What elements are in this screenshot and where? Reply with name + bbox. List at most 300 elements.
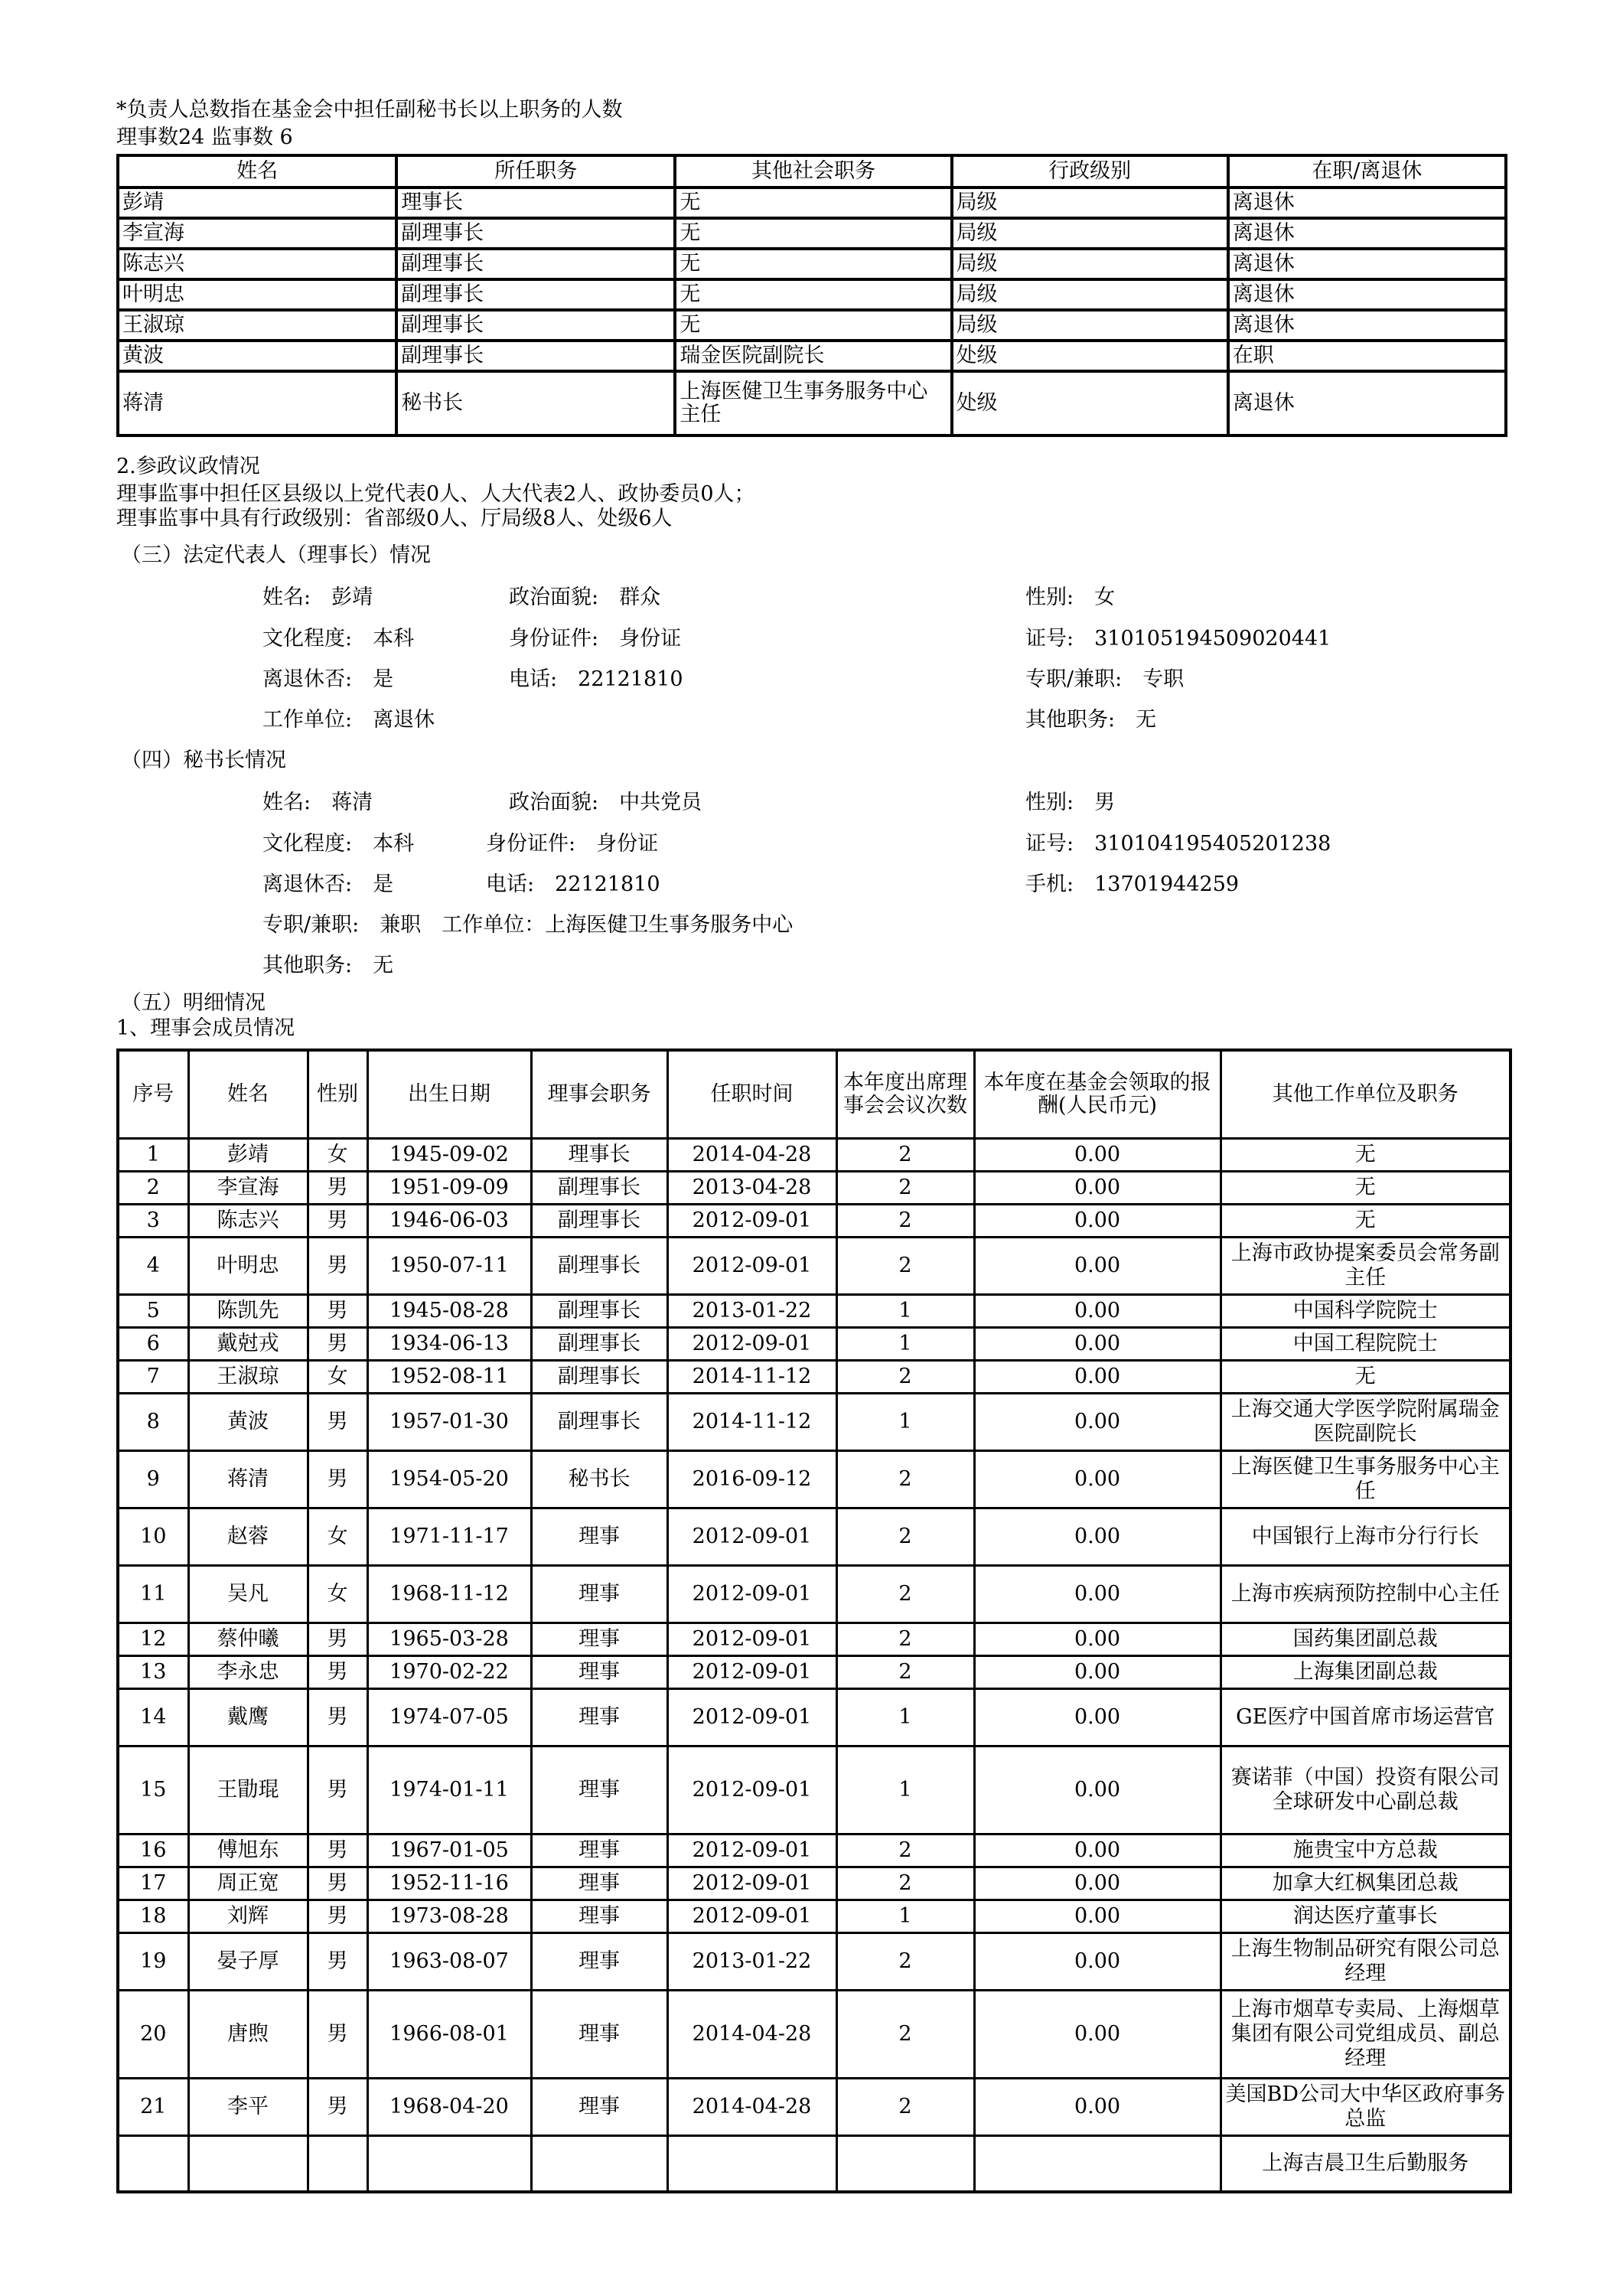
board-cell: 16 [118,1835,188,1867]
board-cell: 理事 [531,1867,667,1900]
board-cell: 美国BD公司大中华区政府事务总监 [1221,2079,1511,2136]
board-cell: 1974-01-11 [367,1746,531,1835]
board-cell: 周正宽 [188,1867,308,1900]
board-cell: 1 [836,1295,974,1328]
board-cell: 男 [308,1867,367,1900]
board-cell: 1951-09-09 [367,1172,531,1205]
board-table-row [118,1328,1511,1361]
board-cell: 蔡仲曦 [188,1623,308,1656]
legal-rep-workplace: 工作单位: 离退休 [262,708,435,732]
board-cell: 2 [836,1361,974,1394]
board-cell: 男 [308,1900,367,1933]
board-cell: 0.00 [974,1900,1221,1933]
board-cell: 男 [308,2079,367,2136]
leaders-cell: 蒋清 [118,371,396,435]
board-table-row [118,1656,1511,1689]
leaders-cell: 离退休 [1228,371,1506,435]
board-cell: 12 [118,1623,188,1656]
board-cell: 1 [836,1900,974,1933]
board-header-cell: 出生日期 [367,1050,531,1139]
political-line-1: 理事监事中担任区县级以上党代表0人、人大代表2人、政协委员0人； [116,482,755,506]
board-cell [367,2136,531,2193]
board-cell: 男 [308,1172,367,1205]
board-cell: 17 [118,1867,188,1900]
board-cell: 1954-05-20 [367,1451,531,1508]
leaders-cell: 离退休 [1228,188,1506,218]
board-cell: 2012-09-01 [667,1656,836,1689]
board-cell: 傅旭东 [188,1835,308,1867]
leaders-table [116,154,1507,437]
board-cell: 2012-09-01 [667,1689,836,1746]
board-cell: 2 [836,1205,974,1238]
board-cell: 1968-04-20 [367,2079,531,2136]
secretary-name: 姓名: 蒋清 [262,791,373,814]
board-cell: 2 [836,1508,974,1566]
secretary-mobile: 手机: 13701944259 [1025,872,1240,896]
board-cell: 赛诺菲（中国）投资有限公司全球研发中心副总裁 [1221,1746,1511,1835]
board-cell: 1 [836,1746,974,1835]
board-cell: 2 [836,1656,974,1689]
secretary-fulltime-workplace: 专职/兼职: 兼职 工作单位：上海医健卫生事务服务中心 [262,913,794,937]
board-cell: 2014-11-12 [667,1394,836,1451]
board-cell: 0.00 [974,1205,1221,1238]
board-cell: 2 [836,1867,974,1900]
board-cell: 2014-04-28 [667,1139,836,1172]
board-table-row [118,1361,1511,1394]
note-line-1: *负责人总数指在基金会中担任副秘书长以上职务的人数 [116,98,623,122]
board-cell: 副理事长 [531,1361,667,1394]
board-members-table [116,1049,1512,2193]
board-cell: 2012-09-01 [667,1328,836,1361]
board-cell: 男 [308,1933,367,1991]
board-cell: 理事 [531,1689,667,1746]
legal-rep-title: （三）法定代表人（理事长）情况 [121,543,431,567]
board-cell: 无 [1221,1361,1511,1394]
secretary-party: 政治面貌: 中共党员 [509,791,702,814]
board-cell: 蒋清 [188,1451,308,1508]
board-cell: 1974-07-05 [367,1689,531,1746]
board-cell: 1971-11-17 [367,1508,531,1566]
board-cell: 男 [308,1835,367,1867]
board-cell: 1 [836,1394,974,1451]
leaders-cell: 离退休 [1228,249,1506,279]
board-cell: 2013-01-22 [667,1295,836,1328]
board-cell: 15 [118,1746,188,1835]
legal-rep-retired: 离退休否: 是 [262,667,394,691]
board-cell: 1963-08-07 [367,1933,531,1991]
board-cell: 14 [118,1689,188,1746]
board-cell: 女 [308,1508,367,1566]
board-table-row [118,1394,1511,1451]
board-cell: 1966-08-01 [367,1991,531,2079]
board-cell: 黄波 [188,1394,308,1451]
board-table-row [118,1900,1511,1933]
board-table-row [118,1508,1511,1566]
board-cell: 0.00 [974,1835,1221,1867]
leaders-cell: 秘书长 [396,371,675,435]
leaders-cell: 叶明忠 [118,279,396,310]
board-table-row [118,1746,1511,1835]
board-cell: 2014-04-28 [667,2079,836,2136]
board-cell: GE医疗中国首席市场运营官 [1221,1689,1511,1746]
board-cell: 李永忠 [188,1656,308,1689]
legal-rep-education: 文化程度: 本科 [262,627,415,651]
board-cell: 9 [118,1451,188,1508]
board-cell: 4 [118,1238,188,1295]
board-cell: 理事 [531,1933,667,1991]
board-cell: 润达医疗董事长 [1221,1900,1511,1933]
board-cell: 0.00 [974,1139,1221,1172]
board-cell: 无 [1221,1205,1511,1238]
leaders-cell: 处级 [952,371,1228,435]
secretary-id-type: 身份证件: 身份证 [486,832,659,856]
board-cell: 2013-04-28 [667,1172,836,1205]
leaders-table-header [118,155,1506,188]
board-cell: 2016-09-12 [667,1451,836,1508]
board-cell: 0.00 [974,1746,1221,1835]
board-cell: 男 [308,1656,367,1689]
board-cell: 副理事长 [531,1394,667,1451]
board-cell: 理事 [531,1508,667,1566]
leaders-header-cell: 在职/离退休 [1228,155,1506,188]
leaders-cell: 局级 [952,310,1228,341]
political-line-2: 理事监事中具有行政级别：省部级0人、厅局级8人、处级6人 [116,507,673,530]
board-cell: 8 [118,1394,188,1451]
legal-rep-gender: 性别: 女 [1025,585,1116,609]
leaders-table-row [118,371,1506,435]
board-cell: 唐煦 [188,1991,308,2079]
board-cell: 2012-09-01 [667,1623,836,1656]
leaders-cell: 副理事长 [396,218,675,249]
board-table-header [118,1050,1511,1139]
board-cell: 0.00 [974,1656,1221,1689]
board-cell: 2012-09-01 [667,1835,836,1867]
board-cell: 0.00 [974,1172,1221,1205]
board-cell: 王淑琼 [188,1361,308,1394]
leaders-cell: 副理事长 [396,341,675,371]
board-cell: 0.00 [974,2079,1221,2136]
board-cell: 2 [836,1238,974,1295]
board-cell: 理事 [531,1656,667,1689]
board-cell: 5 [118,1295,188,1328]
secretary-title: （四）秘书长情况 [121,748,286,772]
board-cell: 7 [118,1361,188,1394]
board-cell: 2 [836,1139,974,1172]
board-cell: 1952-08-11 [367,1361,531,1394]
board-cell: 1 [836,1689,974,1746]
board-cell: 理事长 [531,1139,667,1172]
board-cell: 20 [118,1991,188,2079]
leaders-cell: 无 [675,310,951,341]
board-cell: 理事 [531,1835,667,1867]
leaders-cell: 副理事长 [396,310,675,341]
leaders-cell: 彭靖 [118,188,396,218]
details-title: （五）明细情况 [121,991,266,1015]
board-cell: 0.00 [974,1623,1221,1656]
secretary-phone: 电话: 22121810 [486,872,660,896]
board-table-row [118,1991,1511,2079]
board-cell: 男 [308,1295,367,1328]
board-cell: 男 [308,1623,367,1656]
board-header-cell: 性别 [308,1050,367,1139]
board-cell: 王勖琨 [188,1746,308,1835]
board-cell: 理事 [531,1746,667,1835]
board-cell: 上海交通大学医学院附属瑞金医院副院长 [1221,1394,1511,1451]
board-cell: 0.00 [974,1295,1221,1328]
board-cell: 2014-11-12 [667,1361,836,1394]
board-header-cell: 其他工作单位及职务 [1221,1050,1511,1139]
board-cell: 2 [836,1991,974,2079]
board-table-row [118,1205,1511,1238]
board-cell: 戴尅戎 [188,1328,308,1361]
leaders-cell: 离退休 [1228,279,1506,310]
board-cell: 陈志兴 [188,1205,308,1238]
board-cell: 2012-09-01 [667,1900,836,1933]
board-cell: 女 [308,1139,367,1172]
leaders-cell: 在职 [1228,341,1506,371]
board-cell: 2013-01-22 [667,1933,836,1991]
board-table-row [118,1238,1511,1295]
legal-rep-party: 政治面貌: 群众 [509,585,661,609]
board-table-row [118,2136,1511,2193]
board-cell: 0.00 [974,1991,1221,2079]
board-cell [667,2136,836,2193]
board-cell [188,2136,308,2193]
board-cell: 0.00 [974,1508,1221,1566]
board-cell: 2012-09-01 [667,1746,836,1835]
leaders-header-cell: 行政级别 [952,155,1228,188]
board-cell: 1952-11-16 [367,1867,531,1900]
board-cell: 2 [836,1451,974,1508]
political-title: 2.参政议政情况 [116,455,260,478]
board-cell: 吴凡 [188,1566,308,1623]
leaders-cell: 陈志兴 [118,249,396,279]
leaders-cell: 无 [675,249,951,279]
board-cell: 10 [118,1508,188,1566]
board-cell: 上海市烟草专卖局、上海烟草集团有限公司党组成员、副总经理 [1221,1991,1511,2079]
details-subtitle: 1、理事会成员情况 [116,1016,295,1040]
board-cell: 13 [118,1656,188,1689]
legal-rep-id-type: 身份证件: 身份证 [509,627,682,651]
board-cell [118,2136,188,2193]
leaders-table-row [118,249,1506,279]
leaders-cell: 上海医健卫生事务服务中心主任 [675,371,951,435]
board-header-cell: 姓名 [188,1050,308,1139]
leaders-header-cell: 所任职务 [396,155,675,188]
board-cell: 2012-09-01 [667,1867,836,1900]
leaders-table-row [118,279,1506,310]
secretary-other: 其他职务: 无 [262,954,394,977]
board-cell: 副理事长 [531,1295,667,1328]
board-cell: 中国工程院院士 [1221,1328,1511,1361]
board-cell: 女 [308,1361,367,1394]
board-cell: 男 [308,1746,367,1835]
board-cell: 3 [118,1205,188,1238]
board-cell: 李平 [188,2079,308,2136]
secretary-education: 文化程度: 本科 [262,832,415,856]
leaders-cell: 无 [675,218,951,249]
board-cell: 秘书长 [531,1451,667,1508]
board-cell: 1945-08-28 [367,1295,531,1328]
leaders-cell: 副理事长 [396,279,675,310]
board-cell: 2012-09-01 [667,1566,836,1623]
leaders-cell: 处级 [952,341,1228,371]
legal-rep-fulltime: 专职/兼职: 专职 [1025,667,1185,691]
legal-rep-name: 姓名: 彭靖 [262,585,373,609]
board-table-row [118,1172,1511,1205]
board-cell: 0.00 [974,1394,1221,1451]
leaders-header-cell: 其他社会职务 [675,155,951,188]
board-cell: 女 [308,1566,367,1623]
board-cell: 1946-06-03 [367,1205,531,1238]
board-cell: 男 [308,1394,367,1451]
board-table-row [118,2079,1511,2136]
board-cell: 2 [836,1623,974,1656]
board-cell: 上海市政协提案委员会常务副主任 [1221,1238,1511,1295]
board-cell: 1957-01-30 [367,1394,531,1451]
board-cell: 1 [118,1139,188,1172]
board-cell: 2 [836,1933,974,1991]
board-cell: 施贵宝中方总裁 [1221,1835,1511,1867]
leaders-cell: 局级 [952,249,1228,279]
leaders-table-row [118,341,1506,371]
board-cell: 理事 [531,1566,667,1623]
board-table-row [118,1835,1511,1867]
board-cell: 2 [836,1835,974,1867]
board-table-row [118,1295,1511,1328]
board-cell: 1968-11-12 [367,1566,531,1623]
board-cell: 上海市疾病预防控制中心主任 [1221,1566,1511,1623]
board-cell: 2 [118,1172,188,1205]
board-cell: 1973-08-28 [367,1900,531,1933]
board-table-row [118,1139,1511,1172]
board-cell: 0.00 [974,1933,1221,1991]
board-table-row [118,1689,1511,1746]
board-cell: 1945-09-02 [367,1139,531,1172]
board-cell: 叶明忠 [188,1238,308,1295]
secretary-gender: 性别: 男 [1025,791,1116,814]
board-cell: 男 [308,1328,367,1361]
board-cell: 上海医健卫生事务服务中心主任 [1221,1451,1511,1508]
board-cell: 加拿大红枫集团总裁 [1221,1867,1511,1900]
board-table-row [118,1867,1511,1900]
leaders-cell: 离退休 [1228,218,1506,249]
board-cell: 无 [1221,1139,1511,1172]
board-cell: 0.00 [974,1867,1221,1900]
board-cell: 21 [118,2079,188,2136]
board-cell: 6 [118,1328,188,1361]
secretary-id-no: 证号: 310104195405201238 [1025,832,1331,856]
legal-rep-other: 其他职务: 无 [1025,708,1157,732]
board-cell: 刘辉 [188,1900,308,1933]
legal-rep-id-no: 证号: 310105194509020441 [1025,627,1331,651]
board-cell: 理事 [531,1623,667,1656]
board-cell: 19 [118,1933,188,1991]
board-cell: 陈凯先 [188,1295,308,1328]
leaders-cell: 局级 [952,188,1228,218]
secretary-retired: 离退休否: 是 [262,872,394,896]
board-header-cell: 本年度出席理事会会议次数 [836,1050,974,1139]
leaders-table-row [118,218,1506,249]
leaders-cell: 瑞金医院副院长 [675,341,951,371]
leaders-table-row [118,310,1506,341]
board-cell: 2 [836,2079,974,2136]
leaders-cell: 李宣海 [118,218,396,249]
board-cell: 副理事长 [531,1205,667,1238]
board-cell: 男 [308,1205,367,1238]
board-cell: 1950-07-11 [367,1238,531,1295]
board-cell: 2012-09-01 [667,1508,836,1566]
board-cell: 11 [118,1566,188,1623]
leaders-cell: 副理事长 [396,249,675,279]
leaders-cell: 无 [675,188,951,218]
board-cell: 2 [836,1172,974,1205]
board-header-cell: 序号 [118,1050,188,1139]
board-cell: 2012-09-01 [667,1205,836,1238]
leaders-cell: 黄波 [118,341,396,371]
board-cell [836,2136,974,2193]
board-cell: 国药集团副总裁 [1221,1623,1511,1656]
board-cell: 0.00 [974,1566,1221,1623]
board-cell: 18 [118,1900,188,1933]
board-cell: 1 [836,1328,974,1361]
board-table-row [118,1623,1511,1656]
board-cell: 上海生物制品研究有限公司总经理 [1221,1933,1511,1991]
board-table-row [118,1566,1511,1623]
board-cell: 2 [836,1566,974,1623]
leaders-cell: 无 [675,279,951,310]
board-cell: 男 [308,1451,367,1508]
legal-rep-phone: 电话: 22121810 [509,667,683,691]
board-cell: 0.00 [974,1451,1221,1508]
board-cell: 上海吉晨卫生后勤服务 [1221,2136,1511,2193]
board-cell: 理事 [531,2079,667,2136]
board-cell: 赵蓉 [188,1508,308,1566]
leaders-table-row [118,188,1506,218]
leaders-cell: 局级 [952,218,1228,249]
leaders-cell: 局级 [952,279,1228,310]
board-cell: 1934-06-13 [367,1328,531,1361]
board-cell: 彭靖 [188,1139,308,1172]
board-cell: 0.00 [974,1238,1221,1295]
leaders-cell: 理事长 [396,188,675,218]
board-cell: 0.00 [974,1689,1221,1746]
board-cell [974,2136,1221,2193]
board-cell: 副理事长 [531,1238,667,1295]
board-cell: 理事 [531,1900,667,1933]
board-header-cell: 本年度在基金会领取的报酬(人民币元) [974,1050,1221,1139]
note-line-2: 理事数24 监事数 6 [116,126,293,149]
board-cell: 晏子厚 [188,1933,308,1991]
board-table-row [118,1451,1511,1508]
board-cell: 中国科学院院士 [1221,1295,1511,1328]
board-header-cell: 理事会职务 [531,1050,667,1139]
board-cell: 男 [308,1689,367,1746]
board-cell: 男 [308,1991,367,2079]
board-cell: 1967-01-05 [367,1835,531,1867]
board-cell: 2014-04-28 [667,1991,836,2079]
board-header-cell: 任职时间 [667,1050,836,1139]
board-cell: 0.00 [974,1361,1221,1394]
leaders-header-cell: 姓名 [118,155,396,188]
board-cell: 上海集团副总裁 [1221,1656,1511,1689]
board-cell [308,2136,367,2193]
board-cell: 1965-03-28 [367,1623,531,1656]
board-cell: 2012-09-01 [667,1238,836,1295]
board-cell: 副理事长 [531,1328,667,1361]
leaders-cell: 王淑琼 [118,310,396,341]
leaders-cell: 离退休 [1228,310,1506,341]
